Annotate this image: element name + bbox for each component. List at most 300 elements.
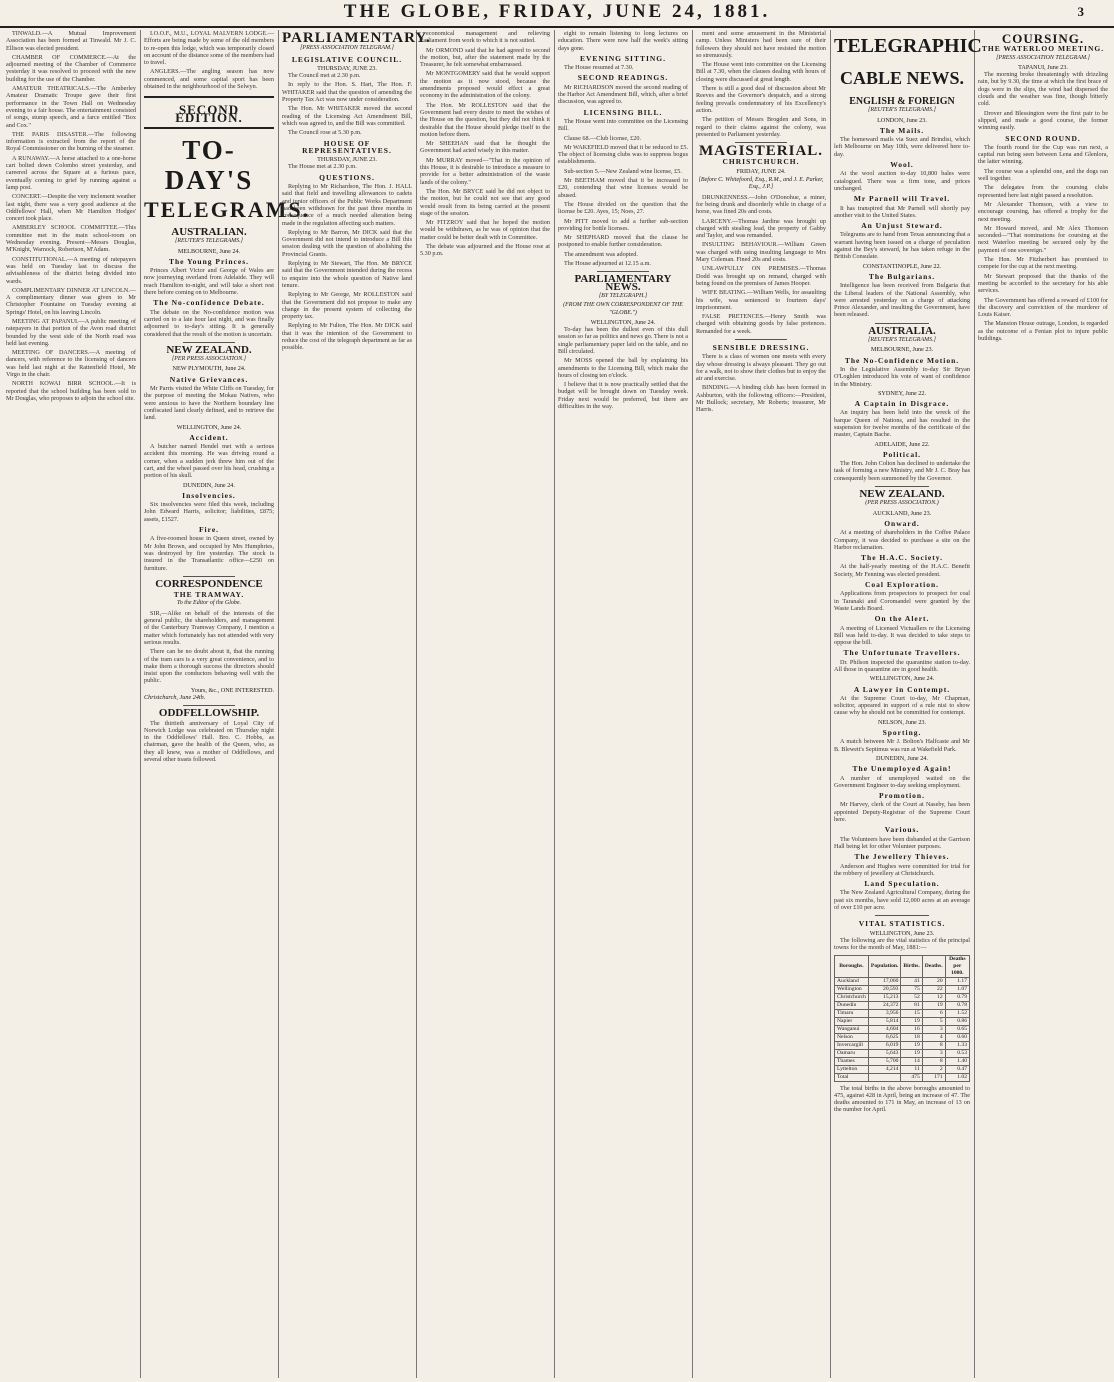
column-6 [696, 30, 826, 1378]
agency-line: (PER PRESS ASSOCIATION.) [865, 500, 939, 507]
table-cell: 6,019 [868, 1041, 901, 1049]
dateline: TAPANUI, June 23. [1018, 63, 1068, 71]
divider [875, 486, 929, 487]
news-paragraph: economical management and relieving Parliament from work to which it is not suited. [420, 30, 550, 45]
news-paragraph: Six insolvencies were filed this week, including John Edward Harris, solicitor; liabilities, £875; assets, £1527. [144, 501, 274, 523]
news-paragraph: Mr Howard moved, and Mr Alex Thomson seconded—"That nominations for coursing at the next Waterloo meeting be secured only by the payment of one sovereign." [978, 224, 1108, 254]
news-paragraph: Mr Stewart proposed that the thanks of the meeting be accorded to the secretary for his able services. [978, 272, 1108, 295]
section-heading: ODDFELLOWSHIP. [158, 707, 260, 720]
divider [875, 323, 929, 324]
subheading: Land Speculation. [864, 879, 940, 889]
column-rule [830, 30, 831, 1378]
subheading: Onward. [884, 518, 920, 528]
news-paragraph: Replying to Mr Fulton, The Hon. Mr DICK said that it was the intention of the Government to reduce the cost of the telegraph department as far as possible. [282, 322, 412, 352]
news-paragraph: There is a class of women one meets with every day whose dressing is always pleasant. They go out for a walk, not to show their clothes but to enjoy the air and exercise. [696, 353, 826, 383]
news-paragraph: The fourth round for the Cup was run next, a capital run being seen between Lena and Glenlora, the latter winning. [978, 143, 1108, 166]
column-header: Deaths. [922, 955, 945, 977]
news-paragraph: FALSE PRETENCES.—Henry Smith was charged with obtaining goods by false pretences. Remanded for a week. [696, 313, 826, 335]
news-paragraph: Mr WAKEFIELD moved that it be reduced to £5. The object of licensing clubs was to suppress bogus establishments. [558, 143, 688, 166]
letter-signature: Yours, &c., ONE INTERESTED. [190, 686, 274, 694]
news-paragraph: The House resumed at 7.30. [564, 64, 634, 72]
table-cell: 475 [901, 1073, 922, 1081]
agency-line: [REUTER'S TELEGRAMS.] [868, 107, 936, 114]
subheading: The No-confidence Debate. [153, 298, 265, 308]
table-cell: 41 [901, 977, 922, 985]
column-rule [416, 30, 417, 1378]
subheading: EVENING SITTING. [579, 53, 667, 63]
page-number: 3 [1077, 4, 1084, 19]
table-cell: 8 [922, 1041, 945, 1049]
news-paragraph: The following are the vital statistics of the principal towns for the month of May, 1881:— [834, 936, 970, 952]
table-cell: 16 [901, 1025, 922, 1033]
table-cell: 4,604 [868, 1025, 901, 1033]
table-cell: 0.86 [945, 1017, 969, 1025]
section-heading: CORRESPONDENCE [155, 577, 263, 590]
subheading: Wool. [890, 160, 914, 170]
news-paragraph: LARCENY.—Thomas Jardine was brought up charged with stealing lead, the property of Gabby and Taylor, and was remanded. [696, 217, 826, 240]
table-cell: 22 [922, 985, 945, 993]
news-paragraph: It has transpired that Mr Parnell will shortly pay another visit to the United States. [834, 204, 970, 219]
table-cell: 12 [922, 993, 945, 1001]
column-8 [978, 30, 1108, 1378]
news-paragraph: Mr MONTGOMERY said that he would support the motion as it now stood, because the amendments proposed would effect a great economy in the administration of the colony. [420, 70, 550, 100]
news-paragraph: The House divided on the question that the license be £20. Ayes, 15; Noes, 27. [558, 200, 688, 216]
section-heading: COURSING. [1001, 31, 1085, 46]
news-paragraph: UNLAWFULLY ON PREMISES.—Thomas Dodd was brought up on remand, charged with being found on the premises of James Hooper. [696, 265, 826, 287]
news-paragraph: Replying to Mr Barron, Mr DICK said that the Government did not intend to introduce a Bill this session dealing with the question of abolishing the Provincial Grants. [282, 228, 412, 258]
news-paragraph: I.O.O.F., M.U., LOYAL MALVERN LODGE.—Efforts are being made by some of the old members to re-open this lodge, which was temporarily closed on account of the distance some of the members had to travel. [144, 30, 274, 67]
news-paragraph: The Government has offered a reward of £100 for the discovery and conviction of the murderer of Louis Kaiser. [978, 296, 1108, 319]
section-heading: PARLIAMENTARY. [282, 30, 431, 46]
table-cell: 18 [901, 1033, 922, 1041]
news-paragraph: The Hon. Mr BRYCE said he did not object to the motion, but he could not see that any good would result from its being carried at the present stage of the session. [420, 187, 550, 217]
masthead-title: THE GLOBE, FRIDAY, JUNE 24, 1881. [343, 1, 771, 22]
dateline: NEW PLYMOUTH, June 24. [172, 365, 246, 373]
table-row [835, 1049, 970, 1057]
table-row [835, 985, 970, 993]
divider [875, 915, 929, 916]
news-paragraph: The Hon. John Colton has declined to undertake the task of forming a new Ministry, and Mr J. C. Bray has consequently been summoned by the Governor. [834, 460, 970, 482]
table-row [835, 1065, 970, 1073]
news-paragraph: Princes Albert Victor and George of Wales are now journeying overland from Adelaide. They will reach Hamilton to-night, and will take a short rest there before coming on to Melbourne. [144, 267, 274, 297]
news-paragraph: Applications from prospectors to prospect for coal in Taranaki and Coromandel were granted by the Waste Lands Board. [834, 590, 970, 612]
table-cell: Timaru [835, 1009, 869, 1017]
subheading: Mr Parnell will Travel. [853, 194, 951, 204]
dateline: NELSON, June 23. [877, 718, 927, 726]
subheading: THE WATERLOO MEETING. [981, 44, 1105, 54]
subheading: Various. [884, 825, 920, 835]
table-row [835, 993, 970, 1001]
subheading: The H.A.C. Society. [861, 553, 943, 563]
news-paragraph: The Hon. Mr Fitzherbert has promised to compete for the cup at the next meeting. [978, 256, 1108, 271]
divider [183, 342, 235, 343]
table-cell: 8 [922, 1057, 945, 1065]
news-paragraph: Mr SHEEHAN said that he thought the Government had acted wisely in this matter. [420, 140, 550, 155]
news-paragraph: A meeting of Licensed Victuallers re the Licensing Bill was held to-day. It was decided to take steps to oppose the bill. [834, 624, 970, 647]
news-paragraph: The Hon. Mr ROLLESTON said that the Government had every desire to meet the wishes of the House on the question, but they did not think it desirable that the House should pledge itself to the motion before them. [420, 101, 550, 138]
telegraphic-heading: TELEGRAPHIC [834, 35, 982, 57]
agency-line: [PRESS ASSOCIATION TELEGRAM.] [996, 54, 1090, 61]
table-cell: Wanganui [835, 1025, 869, 1033]
table-cell: Napier [835, 1017, 869, 1025]
section-heading: NEW ZEALAND. [859, 488, 945, 501]
table-row [835, 1041, 970, 1049]
dateline: MELBOURNE, June 23. [870, 346, 934, 354]
news-paragraph: ANGLERS.—The angling season has now commenced, and some capital sport has been obtained in the neighbourhood of the Selwyn. [144, 68, 274, 91]
news-paragraph: A five-roomed house in Queen street, owned by Mr John Brown, and occupied by Mrs Humphries, was destroyed by fire yesterday. The stock is insured in the Transatlantic office—£250 on furniture. [144, 535, 274, 572]
table-header-row [835, 955, 970, 977]
table-cell: 0.53 [945, 1049, 969, 1057]
news-paragraph: Mr MURRAY moved—"That in the opinion of this House, it is desirable to introduce a measure to provide for a better administration of the waste lands of the colony." [420, 156, 550, 186]
divider [183, 576, 235, 577]
section-heading: PARLIAMENTARY NEWS. [574, 273, 672, 293]
table-cell [868, 1073, 901, 1081]
news-paragraph: AMATEUR THEATRICALS.—The Amberley Amateur Dramatic Troupe gave their first performance in the Town Hall on Wednesday evening to a fair house. The entertainment consisted of songs, stump speech, and a farce entitled "Box and Cox." [6, 85, 136, 129]
news-paragraph: THE PARIS DISASTER.—The following information is extracted from the report of the Royal Commissioner on the burning of the steamer. [6, 130, 136, 153]
table-cell: 5,814 [868, 1017, 901, 1025]
table-row [835, 1025, 970, 1033]
news-paragraph: The thirtieth anniversary of Loyal City of Norwich Lodge was celebrated on Thursday night in the Oddfellows' Hall. Bro. C. Hobbs, as chairman, gave the health of the Queen, who, as they all knew, was a mother of Oddfellows, and several other toasts followed. [144, 719, 274, 764]
news-paragraph: AMBERLEY SCHOOL COMMITTEE.—This committee met in the main school-room on Wednesday evening. Present—Messrs Douglas, M'Knight, Warnock, Robertson, M'Adam. [6, 224, 136, 254]
news-paragraph: TINWALD.—A Mutual Improvement Association has been formed at Tinwald. Mr J. C. Ellison was elected president. [6, 30, 136, 52]
subheading: An Unjust Steward. [861, 221, 943, 231]
news-paragraph: The Council rose at 5.30 p.m. [288, 129, 362, 137]
news-paragraph: Intelligence has been received from Bulgaria that the Liberal leaders of the National Assembly, who were arrested yesterday on a charge of attacking Prince Alexander, and insulting the Government, have been released. [834, 282, 970, 319]
news-paragraph: Mr PITT moved to add a further sub-section providing for bottle licenses. [558, 217, 688, 232]
column-5 [558, 30, 688, 1378]
news-paragraph: A number of unemployed waited on the Government Engineer to-day seeking employment. [834, 774, 970, 789]
news-paragraph: Mr Alexander Thomson, with a view to encourage coursing, has offered a trophy for the next meeting. [978, 200, 1108, 223]
column-3 [282, 30, 431, 1378]
dateline: MELBOURNE, June 24. [177, 247, 241, 255]
subheading: The Unfortunate Travellers. [843, 648, 961, 658]
todays-heading: TO-DAY'S [164, 134, 254, 195]
column-header: Population. [868, 955, 901, 977]
news-paragraph: The debate was adjourned and the House rose at 5.30 p.m. [420, 243, 550, 258]
news-paragraph: In reply to the Hon. S. Hart, The Hon. F. WHITAKER said that the question of amending the Property Tax Act was now under consideration. [282, 81, 412, 104]
dateline: FRIDAY, JUNE 24. [736, 167, 786, 175]
news-paragraph: Mr Parris visited the White Cliffs on Tuesday, for the purpose of meeting the Mokau Natives, who were anxious to have the Northern boundary line confiscated land clearly defined, and to retrieve the land. [144, 385, 274, 422]
news-paragraph: ment and some amusement in the Ministerial camp. Unless Ministers had been sure of their followers they should not have resisted the motion so strenuously. [696, 30, 826, 59]
subheading: CHRISTCHURCH. [722, 157, 800, 167]
subheading: Insolvencies. [182, 490, 236, 500]
table-cell: 3 [922, 1049, 945, 1057]
table-row [835, 1017, 970, 1025]
subheading: Promotion. [879, 791, 925, 801]
dateline: DUNEDIN, June 24. [876, 754, 928, 762]
table-cell: 24,372 [868, 1001, 901, 1009]
news-paragraph: At the Supreme Court to-day, Mr Chapman, solicitor, appeared in support of a rule nisi to show cause why he should not be committed for contempt. [834, 694, 970, 717]
column-7 [834, 30, 982, 1378]
subheading: LICENSING BILL. [583, 107, 663, 117]
subheading: A Captain in Disgrace. [854, 399, 950, 409]
bench-line: [Before C. Whitefoord, Esq., R.M., and J. E. Parker, Esq., J.P.] [698, 177, 824, 191]
table-cell: 0.60 [945, 1033, 969, 1041]
table-row [835, 1001, 970, 1009]
news-paragraph: CONCERT.—Despite the very inclement weather last night, there was a very good audience at the Oddfellows' Hall, when Mr Hamilton Hodges' concert took place. [6, 193, 136, 223]
table-row [835, 1073, 970, 1081]
news-paragraph: Mr Harvey, clerk of the Court at Naseby, has been appointed Deputy-Registrar of the Supreme Court here. [834, 801, 970, 824]
news-paragraph: The petition of Messrs Brogden and Sons, in regard to their claims against the colony, was presented to Parliament yesterday. [696, 116, 826, 138]
subheading: The Bulgarians. [868, 271, 936, 281]
column-2 [144, 30, 311, 1378]
subheading: SENSIBLE DRESSING. [712, 342, 810, 352]
table-cell: 1.40 [945, 1057, 969, 1065]
table-cell: 0.47 [945, 1065, 969, 1073]
news-paragraph: The delegates from the coursing clubs represented here last night passed a resolution. [978, 184, 1108, 199]
table-cell: 81 [901, 1001, 922, 1009]
dateline: SYDNEY, June 22. [877, 389, 926, 397]
news-paragraph: SIR,—Alike on behalf of the interests of the general public, the shareholders, and management of the Canterbury Tramway Company, I mention a matter which fortunately has not attended with very serious results. [144, 609, 274, 646]
news-paragraph: COMPLIMENTARY DINNER AT LINCOLN.—A complimentary dinner was given to Mr Christopher Fountaine on Tuesday evening at Springs' Hotel, on his leaving Lincoln. [6, 286, 136, 316]
subheading: HOUSE OF REPRESENTATIVES. [302, 138, 392, 155]
news-paragraph: The Mansion House outrage, London, is regarded as the outcome of a Fenian plot to injure public buildings. [978, 320, 1108, 342]
cable-news-heading: CABLE NEWS. [839, 68, 965, 88]
table-cell: 4 [922, 1033, 945, 1041]
news-paragraph: At a meeting of shareholders in the Coffee Palace Company, it was decided to purchase a site on the Harbor reclamation. [834, 529, 970, 551]
table-cell: 0.79 [945, 993, 969, 1001]
dateline: THURSDAY, JUNE 23. [317, 64, 377, 72]
dateline: WELLINGTON, June 24. [869, 675, 935, 683]
table-cell: Oamaru [835, 1049, 869, 1057]
column-rule [974, 30, 975, 1378]
news-paragraph: The debate on the No-confidence motion was carried on to a late hour last night, and was finally adjourned to to-day's sitting. It is generally considered that the result of the motion is uncertain. [144, 308, 274, 338]
subheading: The Jewellery Thieves. [854, 852, 950, 862]
divider [597, 271, 649, 272]
news-paragraph: Mr MOSS opened the ball by explaining his amendments to the Licensing Bill, which make the hours of closing ten o'clock. [558, 357, 688, 379]
divider [735, 339, 787, 340]
news-paragraph: The Hon. Mr WHITAKER moved the second reading of the Licensing Act Amendment Bill, which was agreed to, and the Bill was committed. [282, 105, 412, 127]
news-paragraph: Mr BEETHAM moved that it be increased to £20, contending that wine licenses would be abused. [558, 177, 688, 199]
subheading: The Unemployed Again! [852, 764, 952, 774]
table-cell: 1.52 [945, 1009, 969, 1017]
news-paragraph: MEETING AT PAPANUI.—A public meeting of ratepayers in that portion of the Avon road district bounded by the west side of the North road was held last evening. [6, 317, 136, 347]
news-paragraph: Mr ORMOND said that he had agreed to second the motion, but, after the statement made by the Treasurer, he felt somewhat embarrassed. [420, 46, 550, 69]
table-cell: 171 [922, 1073, 945, 1081]
table-cell: Thames [835, 1057, 869, 1065]
news-paragraph: CHAMBER OF COMMERCE.—At the adjourned meeting of the Chamber of Commerce yesterday it was resolved to proceed with the new building for the use of the Chamber. [6, 53, 136, 83]
table-cell: 20 [922, 977, 945, 985]
section-heading: MAGISTERIAL. [698, 143, 824, 160]
table-cell: Auckland [835, 977, 869, 985]
column-1 [6, 30, 136, 1378]
news-paragraph: WIFE BEATING.—William Wells, for assaulting his wife, was sentenced to fourteen days' imprisonment. [696, 289, 826, 311]
news-paragraph: The House went into committee on the Licensing Bill at 7.30, when the clauses dealing with hours of closing were discussed at great length. [696, 61, 826, 83]
english-foreign-heading: ENGLISH & FOREIGN [849, 96, 955, 107]
news-paragraph: INSULTING BEHAVIOUR.—William Green was charged with using insulting language to Mrs Mary Coleman. Fined 20s and costs. [696, 241, 826, 264]
news-paragraph: BINDING.—A binding club has been formed in Ashburton, with the following officers:—President, Mr Bullock; secretary, Mr Roberts; treasurer, Mr Harris. [696, 384, 826, 414]
subheading: Coal Exploration. [864, 580, 940, 590]
news-paragraph: Replying to Mr Stewart, The Hon. Mr BRYCE said that the Government intended during the recess to enquire into the whole question of Native land tenure. [282, 260, 412, 289]
table-cell: 6 [922, 1009, 945, 1017]
column-header: Deaths per 1000. [945, 955, 969, 977]
table-cell: Wellington [835, 985, 869, 993]
table-row [835, 977, 970, 985]
subheading: QUESTIONS. [319, 172, 375, 182]
telegrams-heading: TELEGRAMS. [144, 196, 311, 222]
table-cell: 19 [901, 1049, 922, 1057]
dateline: DUNEDIN, June 24. [183, 481, 235, 489]
news-paragraph: The course was a splendid one, and the dogs ran well together. [978, 167, 1108, 183]
table-cell: 5 [922, 1017, 945, 1025]
subheading: SECOND ROUND. [1005, 133, 1081, 143]
table-cell: 5,700 [868, 1057, 901, 1065]
table-cell: Christchurch [835, 993, 869, 1001]
news-paragraph: At the half-yearly meeting of the H.A.C. Benefit Society, Mr Fenning was elected president. [834, 563, 970, 578]
subheading: VITAL STATISTICS. [858, 919, 946, 929]
table-row [835, 1009, 970, 1017]
news-paragraph: The House met at 2.30 p.m. [288, 163, 357, 171]
column-rule [140, 30, 141, 1378]
subheading: Political. [882, 449, 922, 459]
table-cell: 1.02 [945, 1073, 969, 1081]
agency-line: [REUTER'S TELEGRAMS.] [175, 238, 243, 245]
subheading: A Lawyer in Contempt. [853, 684, 951, 694]
news-paragraph: Telegrams are to hand from Texas announcing that a warrant having been issued on a charge of peculation against the Bey's steward, he has taken refuge in the British Consulate. [834, 231, 970, 261]
agency-line: [REUTER'S TELEGRAMS.] [868, 337, 936, 344]
salutation: To the Editor of the Globe. [176, 600, 242, 607]
news-paragraph: eight to remain listening to long lectures on education. There were now half the week's sitting days gone. [558, 30, 688, 52]
dateline: ADELAIDE, June 22. [874, 440, 930, 448]
dateline: THURSDAY, JUNE 23. [317, 156, 377, 164]
table-cell: 6,625 [868, 1033, 901, 1041]
subheading: THE TRAMWAY. [173, 590, 245, 600]
section-heading: AUSTRALIA. [868, 324, 936, 337]
news-paragraph: I believe that it is now practically settled that the budget will be brought down on Tuesday week. Friday next would be preferred, but there are difficulties in the way. [558, 381, 688, 411]
column-rule [692, 30, 693, 1378]
table-cell: 5,643 [868, 1049, 901, 1057]
news-paragraph: MEETING OF DANCERS.—A meeting of dancers, with reference to the licensing of dancers was held last night at the Rattenfield Hotel, Mr Virgo in the chair. [6, 349, 136, 379]
column-header: Boroughs. [835, 955, 869, 977]
table-cell: 17,060 [868, 977, 901, 985]
news-paragraph: Mr RICHARDSON moved the second reading of the Harbor Act Amendment Bill, which, after a brief discussion, was agreed to. [558, 83, 688, 106]
table-cell: 4,214 [868, 1065, 901, 1073]
subheading: On the Alert. [874, 614, 930, 624]
section-heading: AUSTRALIAN. [171, 225, 247, 238]
table-cell: 3 [922, 1025, 945, 1033]
table-cell: 75 [901, 985, 922, 993]
news-paragraph: There can be no doubt about it, that the running of the tram cars is a very great convenience, and to make them a thorough success the directors should insist upon the conductors behaving well with the public. [144, 648, 274, 685]
second-edition-banner [144, 96, 274, 129]
subheading: Accident. [189, 432, 229, 442]
subheading: LEGISLATIVE COUNCIL. [291, 54, 403, 64]
vital-statistics-table [834, 955, 970, 1082]
letter-date: Christchurch, June 24th. [144, 694, 206, 701]
table-cell: 19 [901, 1017, 922, 1025]
table-cell: 3,956 [868, 1009, 901, 1017]
news-paragraph: CONSTITUTIONAL.—A meeting of ratepayers was held on Tuesday last to discuss the advisableness of the district being divided into wards. [6, 255, 136, 285]
news-paragraph: Clause 68.—Club license, £20. [564, 134, 641, 142]
dateline: WELLINGTON, June 23. [869, 929, 935, 937]
column-4 [420, 30, 550, 1378]
table-cell: Lyttelton [835, 1065, 869, 1073]
news-paragraph: The amendment was adopted. [564, 250, 638, 258]
table-cell: Invercargill [835, 1041, 869, 1049]
table-row [835, 1033, 970, 1041]
news-paragraph: There is still a good deal of discussion about Mr Reeves and the Governor's despatch, and a strong feeling prevails condemnatory of his Excellency's action. [696, 85, 826, 114]
news-paragraph: The Volunteers have been disbanded at the Garrison Hall being let for other Volunteer purposes. [834, 835, 970, 850]
news-paragraph: Sub-section 5.—New Zealand wine license, £5. [564, 167, 682, 175]
subheading: The Mails. [879, 125, 925, 135]
column-header: Births. [901, 955, 922, 977]
table-cell: 0.78 [945, 1001, 969, 1009]
column-rule [278, 30, 279, 1378]
table-cell: Dunedin [835, 1001, 869, 1009]
news-paragraph: To-day has been the dullest even of this dull session so far as politics and news go. There is not a single parliamentary paper laid on the table, and no Bill circulated. [558, 326, 688, 355]
table-cell: 11 [901, 1065, 922, 1073]
news-paragraph: The morning broke threateningly with drizzling rain, but by 9.30, the time at which the first brace of dogs were in the slips, the wind had dispersed the clouds and the weather was fine, though bitterly cold. [978, 71, 1108, 108]
correspondent-line: (FROM THE OWN CORRESPONDENT OF THE "GLOBE.") [563, 302, 683, 316]
agency-line: [PRESS ASSOCIATION TELEGRAM.] [300, 45, 394, 52]
table-cell: 20,593 [868, 985, 901, 993]
table-cell: 0.65 [945, 1025, 969, 1033]
news-paragraph: The Council met at 2.30 p.m. [288, 72, 361, 80]
table-cell: Nelson [835, 1033, 869, 1041]
agency-line: [BY TELEGRAPH.] [598, 292, 648, 299]
news-paragraph: NORTH KOWAI BIRR SCHOOL.—It is reported that the school building has been sold to Mr Douglas, who proposes to adjoin the school site. [6, 380, 136, 402]
subheading: The Young Princes. [168, 256, 250, 266]
masthead [0, 0, 1114, 28]
news-paragraph: Replying to Mr George, Mr ROLLESTON said that the Government did not propose to make any change in the present system of collecting the property tax. [282, 291, 412, 321]
news-paragraph: The New Zealand Agricultural Company, during the past six months, have sold 12,000 acres at an average of over £10 per acre. [834, 889, 970, 912]
news-paragraph: Mr SHEPHARD moved that the clause be postponed to enable further consideration. [558, 234, 688, 249]
dateline: WELLINGTON, June 24. [176, 423, 242, 431]
news-paragraph: A match between Mr J. Bolton's Halfcaste and Mr B. Blewett's Septimus was run at Wakefield Park. [834, 738, 970, 753]
dateline: LONDON, June 23. [877, 116, 927, 124]
news-paragraph: The total births in the above boroughs amounted to 475, against 428 in April, being an increase of 47. The deaths amounted to 171 in May, an increase of 13 on the number for April. [834, 1084, 970, 1114]
news-paragraph: The House adjourned at 12.15 a.m. [564, 260, 651, 268]
news-paragraph: Anderson and Hughes were committed for trial for the robbery of jewellery at Christchurch. [834, 862, 970, 877]
subheading: Sporting. [882, 728, 922, 738]
table-cell: 19 [922, 1001, 945, 1009]
table-cell: 15,213 [868, 993, 901, 1001]
news-paragraph: A RUNAWAY.—A horse attached to a one-horse cart bolted down Colombo street yesterday, and careered across the Square at a furious pace, eventually coming to grief by running against a lamp post. [6, 154, 136, 191]
table-cell: 1.33 [945, 1041, 969, 1049]
dateline: AUCKLAND, June 23. [872, 509, 932, 517]
second-edition-heading: SECOND EDITION. [175, 102, 243, 125]
table-row [835, 1057, 970, 1065]
news-paragraph: Drover and Blessington were the first pair to be slipped, and made a good course, the former winning easily. [978, 109, 1108, 132]
news-paragraph: A butcher named Hendel met with a serious accident this morning. He was driving round a corner, when a sudden jerk threw him out of the cart, and the wheel passed over his head, crushing a portion of his skull. [144, 443, 274, 480]
dateline: WELLINGTON, June 24. [590, 318, 656, 326]
column-rule [554, 30, 555, 1378]
table-body [835, 977, 970, 1081]
news-paragraph: In the Legislative Assembly to-day Sir Bryan O'Loghlen introduced his vote of want of confidence in the Ministry. [834, 365, 970, 388]
table-cell: 1.17 [945, 977, 969, 985]
subheading: The No-Confidence Motion. [844, 355, 960, 365]
table-cell: 14 [901, 1057, 922, 1065]
subheading: Native Grievances. [169, 374, 249, 384]
divider [183, 705, 235, 706]
table-cell: Total [835, 1073, 869, 1081]
dateline: CONSTANTINOPLE, June 22. [862, 262, 942, 270]
table-cell: 1.07 [945, 985, 969, 993]
subheading: Fire. [198, 525, 220, 535]
news-paragraph: An inquiry has been held into the wreck of the barque Queen of Nations, and has resulted in the suspension for twelve months of the certificate of the master, Captain Bache. [834, 409, 970, 439]
table-cell: 2 [922, 1065, 945, 1073]
agency-line: [PER PRESS ASSOCIATION.] [171, 356, 247, 363]
news-paragraph: Replying to Mr Richardson, The Hon. J. HALL said that field and travelling allowances to cadets and junior officers of the Public Works Department had been withdrawn for the past three months in consequence of a much needed alteration being made in the regulation affecting such matters. [282, 183, 412, 227]
news-paragraph: Dr. Philson inspected the quarantine station to-day. All those in quarantine are in good health. [834, 658, 970, 673]
table-cell: 19 [901, 1041, 922, 1049]
subheading: SECOND READINGS. [577, 73, 669, 83]
news-paragraph: The House went into committee on the Licensing Bill. [558, 117, 688, 133]
table-cell: 52 [901, 993, 922, 1001]
news-paragraph: Mr FITZROY said that he hoped the motion would be withdrawn, as he was of opinion that the matter could be better dealt with in Committee. [420, 219, 550, 241]
news-paragraph: At the wool auction to-day 10,800 bales were catalogued. There was a firm tone, and prices unchanged. [834, 170, 970, 192]
table-cell: 15 [901, 1009, 922, 1017]
section-heading: NEW ZEALAND. [166, 343, 252, 356]
